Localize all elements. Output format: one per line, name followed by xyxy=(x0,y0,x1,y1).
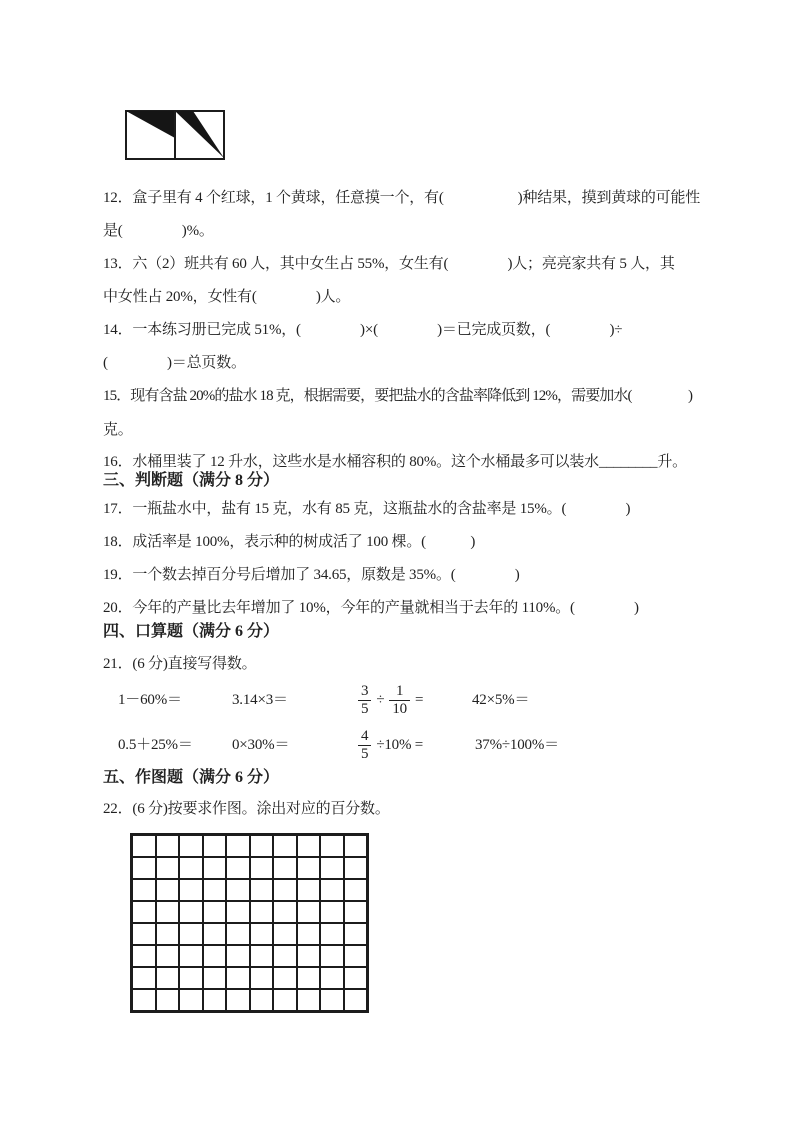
grid-cell xyxy=(250,879,274,901)
grid-cell xyxy=(344,879,368,901)
question-21-intro: 21．(6 分)直接写得数。 xyxy=(103,656,257,672)
question-12-line-2: 是( )%。 xyxy=(103,223,214,239)
oral-calc-row-2 xyxy=(0,723,793,767)
grid-cell xyxy=(297,945,321,967)
grid-cell xyxy=(344,835,368,857)
grid-cell xyxy=(250,967,274,989)
grid-cell xyxy=(132,835,156,857)
grid-cell xyxy=(226,945,250,967)
grid-cell xyxy=(132,923,156,945)
grid-cell xyxy=(179,923,203,945)
grid-cell xyxy=(320,901,344,923)
grid-cell xyxy=(250,835,274,857)
grid-cell xyxy=(132,901,156,923)
expression-fraction xyxy=(358,723,423,767)
percent-grid xyxy=(130,833,369,1013)
grid-cell xyxy=(250,945,274,967)
grid-cell xyxy=(320,945,344,967)
grid-cell xyxy=(226,879,250,901)
grid-cell xyxy=(132,945,156,967)
grid-cell xyxy=(297,901,321,923)
grid-cell xyxy=(273,967,297,989)
grid-cell xyxy=(156,945,180,967)
grid-cell xyxy=(226,901,250,923)
grid-cell xyxy=(156,967,180,989)
grid-cell xyxy=(203,967,227,989)
question-18-line: 18．成活率是 100%，表示种的树成活了 100 棵。( ) xyxy=(103,534,476,550)
grid-cell xyxy=(320,857,344,879)
divide-operator: ÷ xyxy=(376,691,385,708)
grid-cell xyxy=(320,989,344,1011)
question-15-line-1: 15．现有含盐 20%的盐水 18 克，根据需要，要把盐水的含盐率降低到 12%，需要加水( ) xyxy=(103,388,693,404)
expression: 0.5＋25%＝ xyxy=(118,737,193,753)
grid-cell xyxy=(203,879,227,901)
section-oral-title: 四、口算题（满分 6 分） xyxy=(103,623,280,640)
grid-cell xyxy=(250,857,274,879)
grid-cell xyxy=(320,879,344,901)
grid-cell xyxy=(156,835,180,857)
expression: 37%÷100%＝ xyxy=(475,737,559,753)
grid-cell xyxy=(344,923,368,945)
grid-cell xyxy=(179,879,203,901)
question-13-line-2: 中女性占 20%，女性有( )人。 xyxy=(103,289,351,305)
grid-cell xyxy=(203,901,227,923)
question-22-intro: 22．(6 分)按要求作图。涂出对应的百分数。 xyxy=(103,801,390,817)
grid-cell xyxy=(203,857,227,879)
fraction: $\frac{4}{5}$ xyxy=(358,728,371,763)
grid-cell xyxy=(156,989,180,1011)
section-judge-title: 三、判断题（满分 8 分） xyxy=(103,472,280,489)
section-draw-title: 五、作图题（满分 6 分） xyxy=(103,769,280,786)
grid-cell xyxy=(344,967,368,989)
expression: 42×5%＝ xyxy=(472,692,530,708)
grid-cell xyxy=(273,835,297,857)
grid-cell xyxy=(226,989,250,1011)
grid-cell xyxy=(179,967,203,989)
grid-cell xyxy=(297,989,321,1011)
grid-cell xyxy=(250,923,274,945)
grid-cell xyxy=(344,857,368,879)
grid-cell xyxy=(273,989,297,1011)
grid-cell xyxy=(297,879,321,901)
expression: 3.14×3＝ xyxy=(232,692,288,708)
grid-cell xyxy=(156,879,180,901)
question-12-line-1: 12．盒子里有 4 个红球，1 个黄球，任意摸一个，有( )种结果，摸到黄球的可能性 xyxy=(103,190,701,206)
fraction: $\frac{1}{10}$ xyxy=(389,683,410,718)
grid-cell xyxy=(297,923,321,945)
grid-cell xyxy=(179,835,203,857)
grid-cell xyxy=(226,857,250,879)
grid-cell xyxy=(226,835,250,857)
grid-cell xyxy=(320,923,344,945)
grid-cell xyxy=(203,835,227,857)
grid-cell xyxy=(132,879,156,901)
grid-cell xyxy=(297,967,321,989)
grid-cell xyxy=(297,857,321,879)
grid-cell xyxy=(156,857,180,879)
grid-cell xyxy=(226,923,250,945)
grid-cell xyxy=(344,901,368,923)
expression-tail: ÷10% = xyxy=(376,736,424,753)
question-20-line: 20．今年的产量比去年增加了 10%，今年的产量就相当于去年的 110%。( ) xyxy=(103,600,639,616)
expression: 0×30%＝ xyxy=(232,737,290,753)
question-17-line: 17．一瓶盐水中，盐有 15 克，水有 85 克，这瓶盐水的含盐率是 15%。( ) xyxy=(103,501,631,517)
grid-cell xyxy=(320,967,344,989)
grid-cell xyxy=(203,923,227,945)
grid-cell xyxy=(203,945,227,967)
grid-cell xyxy=(273,879,297,901)
grid-cell xyxy=(203,989,227,1011)
question-14-line-1: 14．一本练习册已完成 51%，( )×( )＝已完成页数，( )÷ xyxy=(103,322,623,338)
grid-cell xyxy=(297,835,321,857)
grid-cell xyxy=(156,923,180,945)
expression: 1－60%＝ xyxy=(118,692,182,708)
equals-sign: = xyxy=(414,691,424,708)
grid-cell xyxy=(273,857,297,879)
grid-cell xyxy=(156,901,180,923)
grid-cell xyxy=(273,923,297,945)
grid-cell xyxy=(179,945,203,967)
grid-cell xyxy=(320,835,344,857)
grid-cell xyxy=(226,967,250,989)
grid-cell xyxy=(273,945,297,967)
grid-cell xyxy=(273,901,297,923)
grid-cell xyxy=(344,989,368,1011)
oral-calc-row-1 xyxy=(0,678,793,722)
grid-cell xyxy=(179,989,203,1011)
grid-cell xyxy=(132,857,156,879)
question-14-line-2: ( )＝总页数。 xyxy=(103,355,246,371)
fraction: $\frac{3}{5}$ xyxy=(358,683,371,718)
grid-cell xyxy=(179,901,203,923)
question-13-line-1: 13．六（2）班共有 60 人，其中女生占 55%，女生有( )人；亮亮家共有 5 人，其 xyxy=(103,256,675,272)
grid-cell xyxy=(132,989,156,1011)
grid-cell xyxy=(179,857,203,879)
grid-cell xyxy=(250,901,274,923)
grid-cell xyxy=(132,967,156,989)
question-15-line-2: 克。 xyxy=(103,422,133,438)
shaded-rectangle-figure xyxy=(125,110,225,160)
question-19-line: 19．一个数去掉百分号后增加了 34.65，原数是 35%。( ) xyxy=(103,567,520,583)
question-16-line: 16．水桶里装了 12 升水，这些水是水桶容积的 80%。这个水桶最多可以装水________升。 xyxy=(103,454,687,470)
grid-cell xyxy=(250,989,274,1011)
expression-fraction xyxy=(358,678,423,722)
grid-cell xyxy=(344,945,368,967)
